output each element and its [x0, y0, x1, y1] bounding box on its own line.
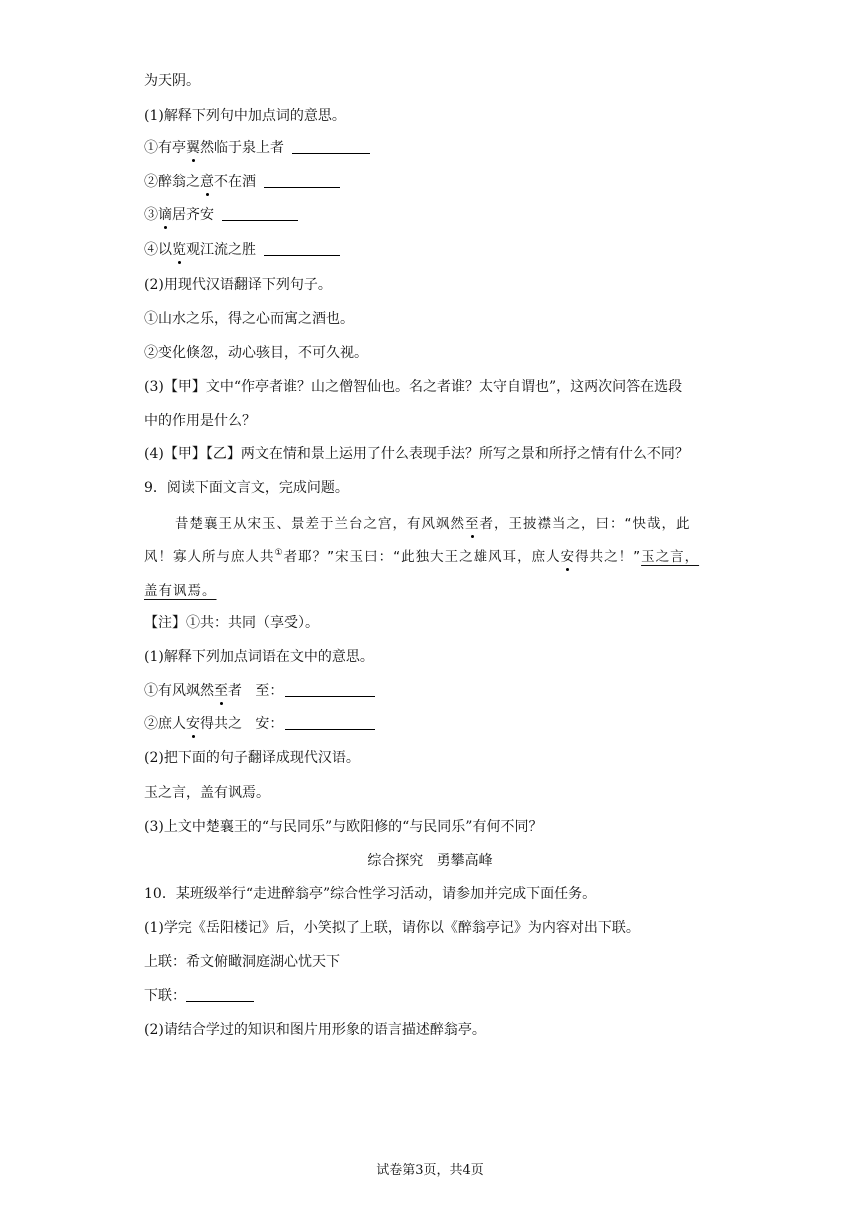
question-8-1: (1)解释下列句中加点词的意思。 — [144, 108, 346, 124]
dotted-word: 至 — [465, 516, 480, 532]
text: 者耶？”宋玉曰：“此独大王之雄风耳，庶人 — [283, 549, 561, 565]
answer-blank[interactable] — [264, 241, 340, 256]
text: 得共之！” — [575, 549, 642, 565]
question-10: 10．某班级举行“走进醉翁亭”综合性学习活动，请参加并完成下面任务。 — [144, 886, 597, 902]
text: 不在酒 — [214, 174, 256, 190]
dotted-word: 翼 — [186, 140, 200, 156]
upper-couplet: 上联：希文俯瞰洞庭湖心忧天下 — [144, 954, 340, 970]
footnote: 【注】①共：共同（享受）。 — [144, 615, 319, 631]
page-footer: 试卷第3页，共4页 — [376, 1163, 484, 1178]
dotted-word: 安 — [186, 716, 200, 732]
footnote-mark: ① — [274, 548, 284, 558]
text: ④以 — [144, 242, 172, 258]
question-9: 9．阅读下面文言文，完成问题。 — [144, 480, 349, 496]
text: 下联： — [144, 988, 186, 1004]
translate-sentence: 玉之言，盖有讽焉。 — [144, 785, 270, 801]
passage-line-1 — [175, 514, 691, 534]
question-9-3: (3)上文中楚襄王的“与民同乐”与欧阳修的“与民同乐”有何不同？ — [144, 819, 543, 835]
lower-couplet — [144, 986, 254, 1006]
answer-blank[interactable] — [285, 715, 375, 730]
text: ①有风飒然 — [144, 683, 214, 699]
answer-blank[interactable] — [292, 139, 370, 154]
answer-blank[interactable] — [222, 206, 298, 221]
text: 观江流之胜 — [186, 242, 256, 258]
text: 风！寡人所与庶人共 — [144, 549, 275, 565]
text: 者 至： — [228, 683, 284, 699]
question-8-2: (2)用现代汉语翻译下列句子。 — [144, 277, 332, 293]
section-title: 综合探究 勇攀高峰 — [367, 853, 493, 869]
dotted-word: 安 — [560, 549, 576, 565]
answer-blank[interactable] — [285, 682, 375, 697]
question-8-3: (3)【甲】文中“作亭者谁？山之僧智仙也。名之者谁？太守自谓也”，这两次问答在选段 — [144, 379, 683, 395]
sentence-1: ①山水之乐，得之心而寓之酒也。 — [144, 311, 354, 327]
item-2 — [144, 172, 340, 192]
question-10-1: (1)学完《岳阳楼记》后，小笑拟了上联，请你以《醉翁亭记》为内容对出下联。 — [144, 920, 640, 936]
passage-line-3: 盖有讽焉。 — [144, 583, 217, 599]
dotted-word: 意 — [200, 174, 214, 190]
text: ①有亭 — [144, 140, 186, 156]
question-8-3-cont: 中的作用是什么？ — [144, 413, 256, 429]
underlined-text: 玉之言， — [641, 549, 700, 565]
text: 居齐安 — [172, 207, 214, 223]
passage-line-2 — [144, 547, 699, 567]
dotted-word: 至 — [214, 683, 228, 699]
question-10-2: (2)请结合学过的知识和图片用形象的语言描述醉翁亭。 — [144, 1022, 486, 1038]
question-9-2: (2)把下面的句子翻译成现代汉语。 — [144, 750, 360, 766]
item-9-2 — [144, 714, 375, 734]
text: 者，王披襟当之，曰：“快哉，此 — [479, 516, 691, 532]
item-4 — [144, 240, 340, 260]
text: ③ — [144, 207, 158, 223]
item-3 — [144, 205, 298, 225]
text: 得共之 安： — [200, 716, 284, 732]
dotted-word: 览 — [172, 242, 186, 258]
question-8-4: (4)【甲】【乙】两文在情和景上运用了什么表现手法？所写之景和所抒之情有什么不同？ — [144, 446, 689, 462]
sentence-2: ②变化倏忽，动心骇目，不可久视。 — [144, 345, 368, 361]
item-9-1 — [144, 681, 375, 701]
text: ②醉翁之 — [144, 174, 200, 190]
text: 然临于泉上者 — [200, 140, 284, 156]
answer-blank[interactable] — [186, 987, 254, 1002]
answer-blank[interactable] — [264, 173, 340, 188]
item-1 — [144, 138, 370, 158]
text: 昔楚襄王从宋玉、景差于兰台之宫，有风飒然 — [175, 516, 465, 532]
dotted-word: 谪 — [158, 207, 172, 223]
line-1: 为天阴。 — [144, 73, 200, 89]
text: ②庶人 — [144, 716, 186, 732]
question-9-1: (1)解释下列加点词语在文中的意思。 — [144, 649, 374, 665]
